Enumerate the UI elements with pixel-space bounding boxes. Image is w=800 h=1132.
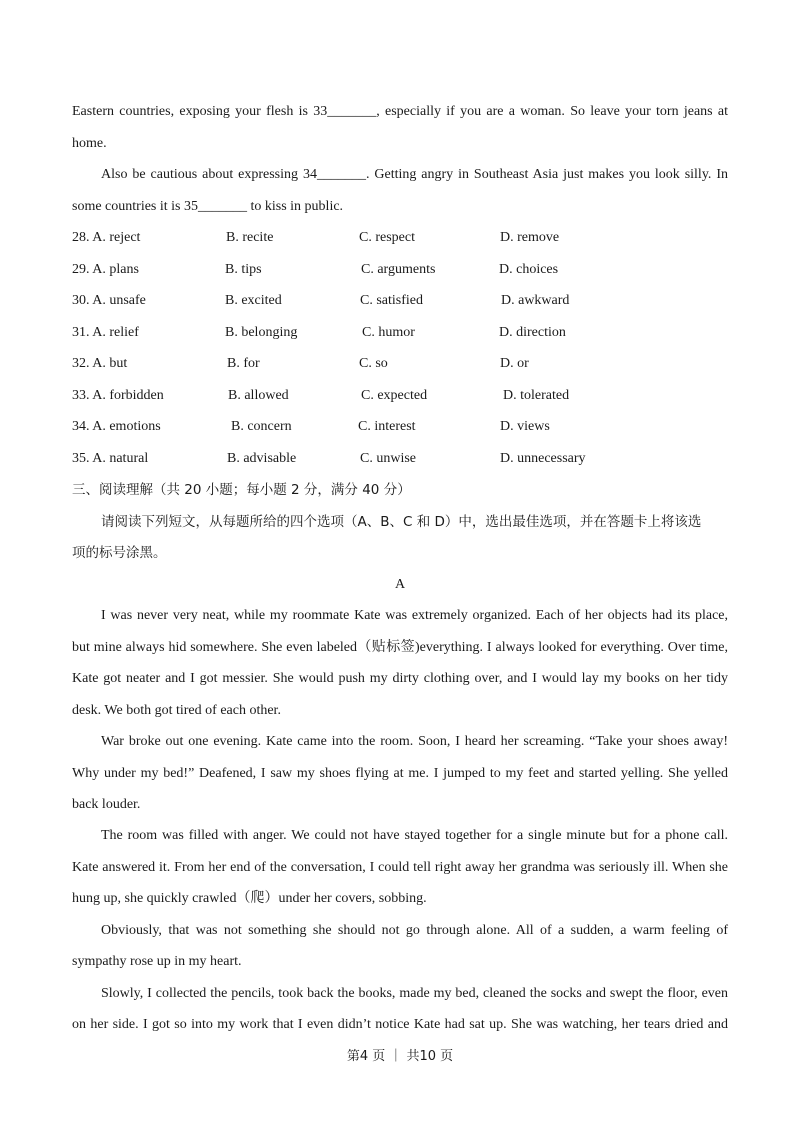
passage-a-line: hung up, she quickly crawled（爬）under her covers, sobbing. bbox=[72, 891, 427, 906]
passage-a-line: War broke out one evening. Kate came into the room. Soon, I heard her screaming. “Take your shoes away! bbox=[101, 734, 728, 749]
option-c: C. expected bbox=[361, 388, 428, 403]
option-a: 30. A. unsafe bbox=[72, 293, 146, 308]
option-b: B. belonging bbox=[225, 325, 298, 340]
option-d: D. tolerated bbox=[503, 388, 570, 403]
passage-a-line: sympathy rose up in my heart. bbox=[72, 954, 242, 969]
passage-a-line: on her side. I got so into my work that I even didn’t notice Kate had sat up. She was watching, her tears dried and bbox=[72, 1017, 728, 1032]
option-d: D. unnecessary bbox=[500, 451, 586, 466]
option-a: 31. A. relief bbox=[72, 325, 139, 340]
instructions-line: 请阅读下列短文，从每题所给的四个选项（A、B、C 和 D）中，选出最佳选项，并在答题卡上将该选 bbox=[101, 514, 702, 530]
option-d: D. awkward bbox=[501, 293, 570, 308]
option-a: 29. A. plans bbox=[72, 262, 139, 277]
passage-line: some countries it is 35_______ to kiss in public. bbox=[72, 199, 344, 214]
option-c: C. unwise bbox=[360, 451, 416, 466]
passage-line: home. bbox=[72, 136, 107, 151]
option-d: D. or bbox=[500, 356, 529, 371]
option-c: C. so bbox=[359, 356, 388, 371]
option-c: C. humor bbox=[362, 325, 415, 340]
section-title: 三、阅读理解（共 20 小题；每小题 2 分，满分 40 分） bbox=[72, 482, 411, 498]
passage-a-line: back louder. bbox=[72, 797, 141, 812]
option-c: C. arguments bbox=[361, 262, 436, 277]
passage-a-line: Why under my bed!” Deafened, I saw my shoes flying at me. I jumped to my feet and started yelling. She yelled bbox=[72, 766, 728, 781]
option-c: C. interest bbox=[358, 419, 416, 434]
option-d: D. remove bbox=[500, 230, 560, 245]
option-c: C. respect bbox=[359, 230, 415, 245]
option-d: D. choices bbox=[499, 262, 559, 277]
passage-a-line: Obviously, that was not something she should not go through alone. All of a sudden, a warm feeling of bbox=[101, 923, 728, 938]
option-a: 28. A. reject bbox=[72, 230, 141, 245]
passage-a-line: The room was filled with anger. We could not have stayed together for a single minute but for a phone call. bbox=[101, 828, 728, 843]
option-b: B. advisable bbox=[227, 451, 297, 466]
option-a: 35. A. natural bbox=[72, 451, 149, 466]
option-b: B. recite bbox=[226, 230, 274, 245]
passage-a-line: I was never very neat, while my roommate Kate was extremely organized. Each of her objects had its place, bbox=[101, 608, 728, 623]
passage-a-line: desk. We both got tired of each other. bbox=[72, 703, 281, 718]
instructions-line: 项的标号涂黑。 bbox=[72, 545, 167, 561]
passage-a-line: Kate got neater and I got messier. She would push my dirty clothing over, and I would lay my books on her tidy bbox=[72, 671, 728, 686]
passage-label: A bbox=[394, 577, 406, 592]
option-d: D. direction bbox=[499, 325, 566, 340]
page-footer: 第4 页 ｜ 共10 页 bbox=[346, 1049, 454, 1064]
option-a: 33. A. forbidden bbox=[72, 388, 164, 403]
option-a: 32. A. but bbox=[72, 356, 128, 371]
option-b: B. concern bbox=[231, 419, 292, 434]
passage-a-line: but mine always hid somewhere. She even labeled（贴标签)everything. I always looked for everything. Over time, bbox=[72, 640, 728, 655]
option-d: D. views bbox=[500, 419, 550, 434]
option-c: C. satisfied bbox=[360, 293, 423, 308]
passage-line: Eastern countries, exposing your flesh is 33_______, especially if you are a woman. So leave your torn jeans at bbox=[72, 104, 728, 119]
passage-a-line: Kate answered it. From her end of the conversation, I could tell right away her grandma was seriously ill. When she bbox=[72, 860, 728, 875]
option-b: B. tips bbox=[225, 262, 262, 277]
passage-a-line: Slowly, I collected the pencils, took back the books, made my bed, cleaned the socks and swept the floor, even bbox=[101, 986, 728, 1001]
option-b: B. excited bbox=[225, 293, 282, 308]
option-a: 34. A. emotions bbox=[72, 419, 161, 434]
option-b: B. allowed bbox=[228, 388, 289, 403]
passage-line: Also be cautious about expressing 34_______. Getting angry in Southeast Asia just makes you look silly. In bbox=[101, 167, 728, 182]
option-b: B. for bbox=[227, 356, 260, 371]
